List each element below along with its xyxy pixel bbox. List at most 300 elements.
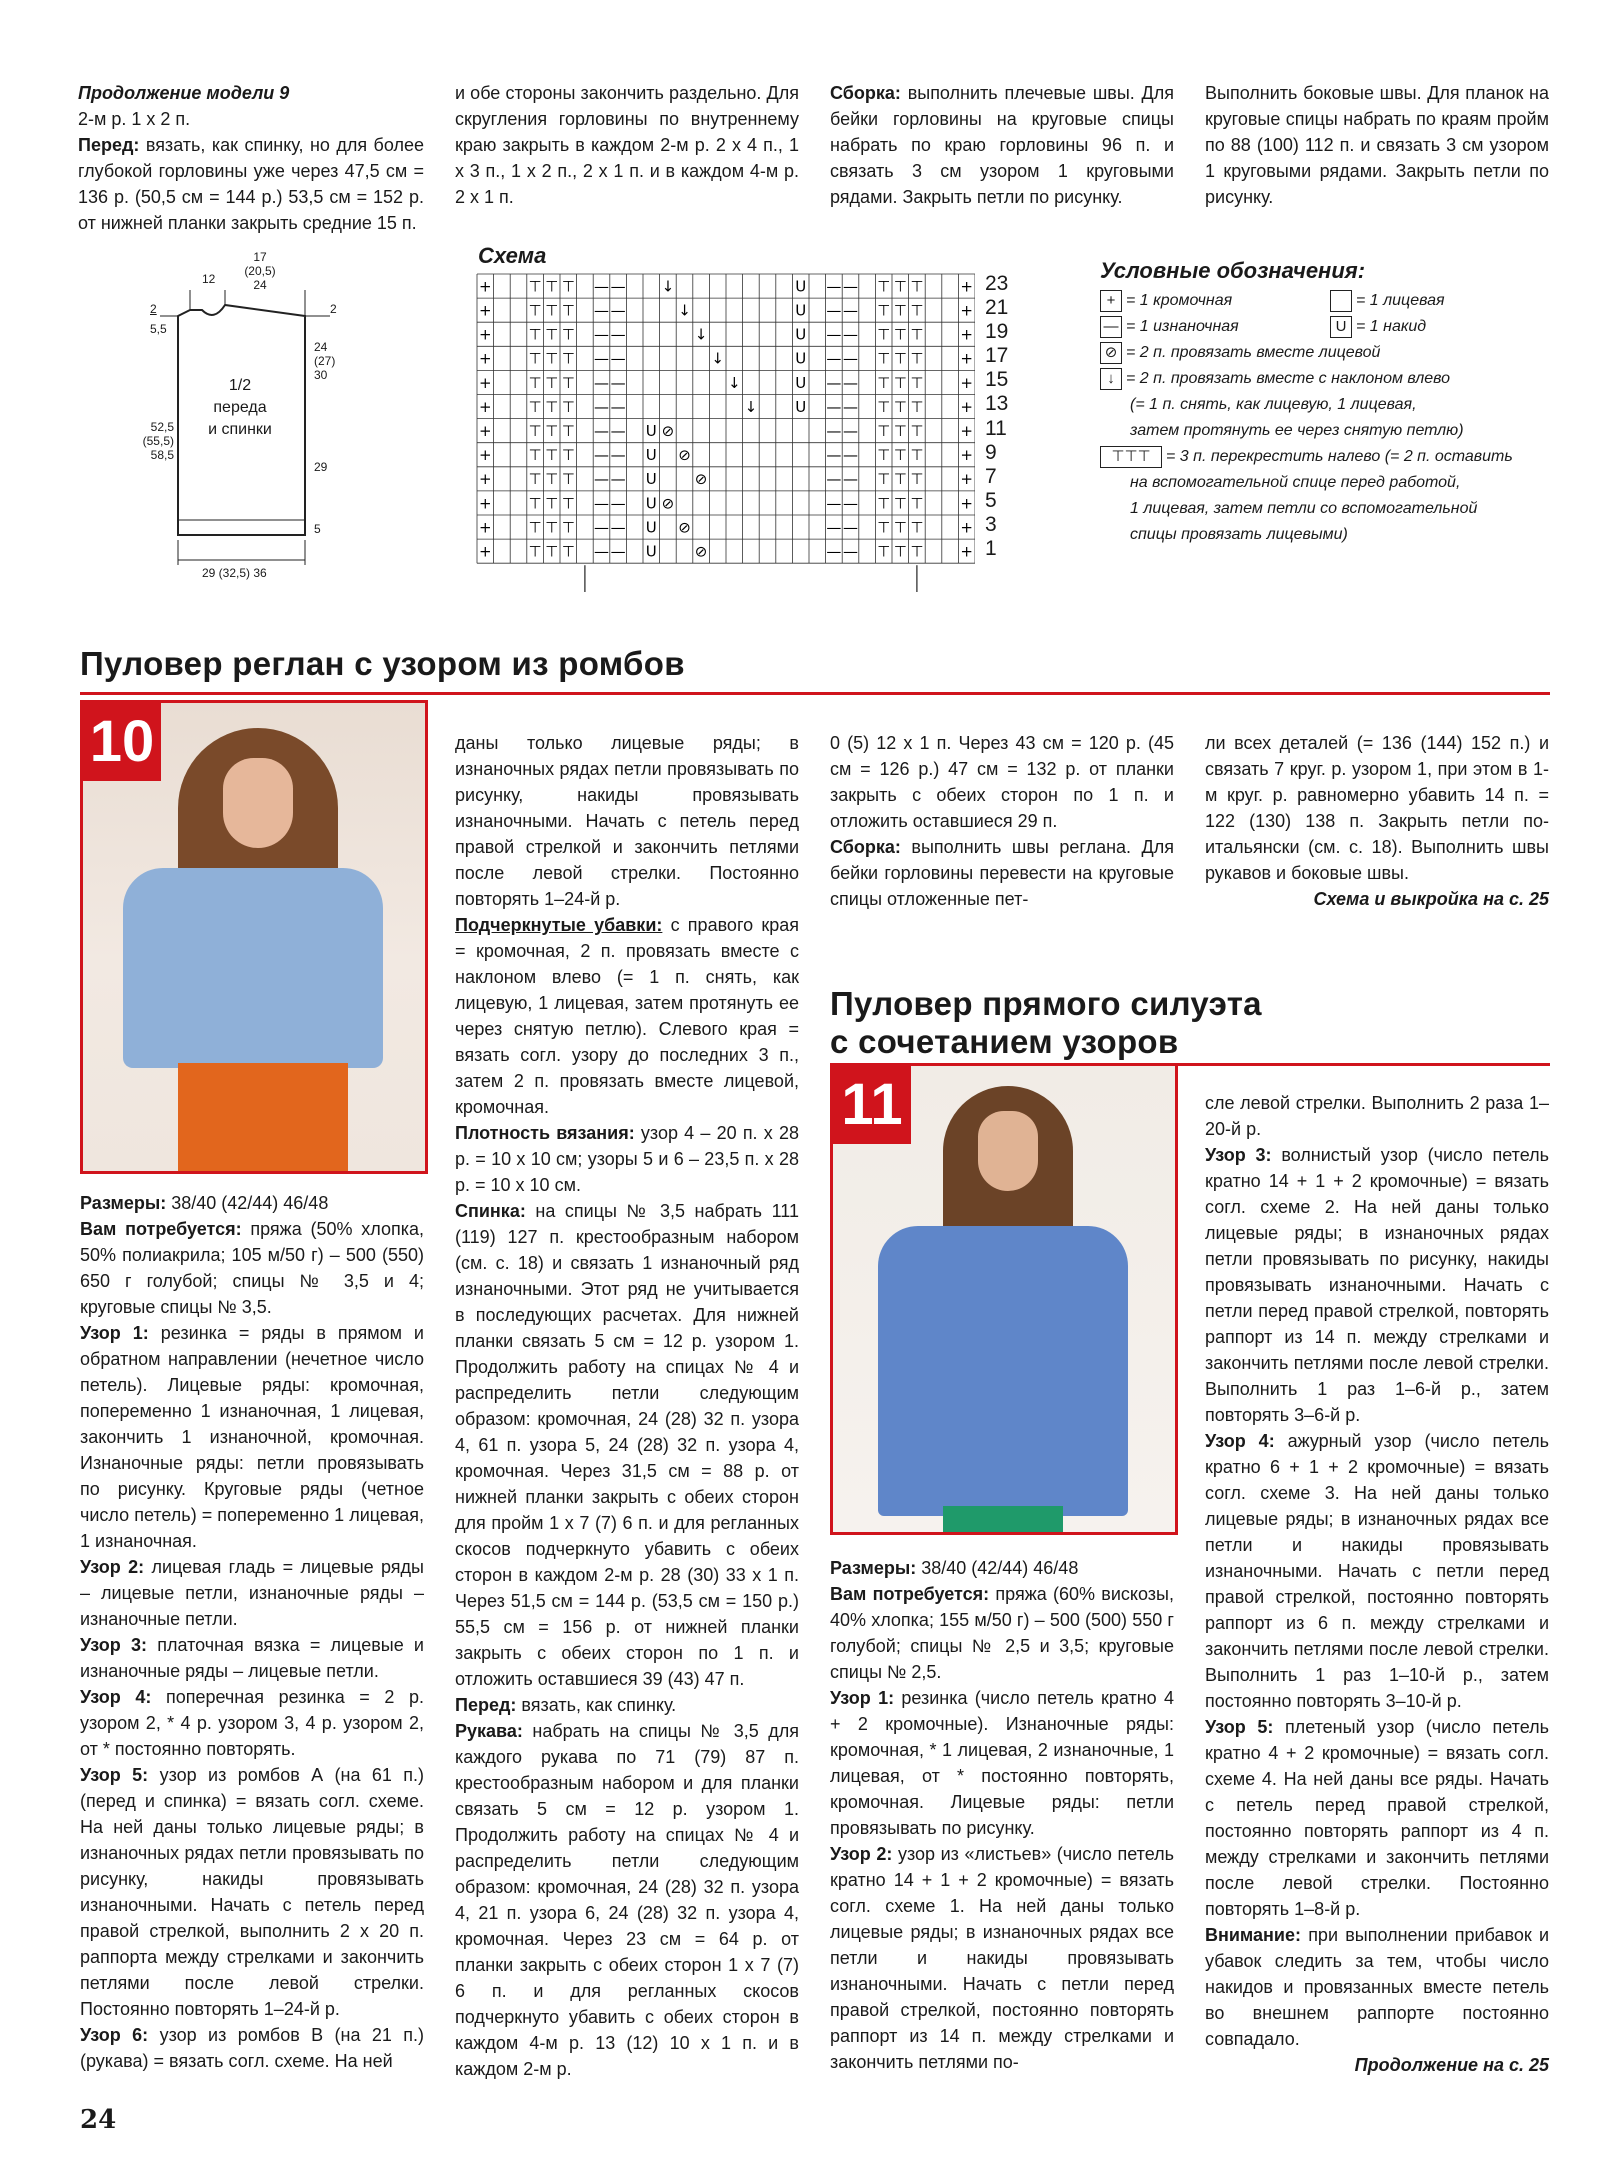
chart-symbol: ⊘ <box>678 446 691 465</box>
chart-symbol: + <box>960 518 973 537</box>
legend-cross-2: на вспомогательной спице перед работой, <box>1130 474 1461 491</box>
chart-symbol: U <box>795 325 807 344</box>
chart-symbol: ⊤ <box>528 421 542 440</box>
m10-m3-label: Спинка: <box>455 1201 526 1221</box>
m10-l6-text: узор из ромбов А (на 61 п.) (перед и спинка) = вязать согл. схеме. На ней даны только лицевые ряды; в изнаночных рядах петли провязывать по рисунку, накиды провязывать изнаночными. Начать с петель перед правой стрелкой, выполнить 2 х 20 п. раппорта между стрелками и закончить петлями после левой стрелки. Постоянно повторять 1–24-й р. <box>80 1765 424 2019</box>
chart-symbol: — <box>843 325 858 344</box>
chart-symbol: ⊤ <box>910 421 924 440</box>
chart-symbol: ⊤ <box>893 277 907 296</box>
chart-symbol: ⊤ <box>877 349 891 368</box>
knitting-chart-grid <box>475 272 975 592</box>
chart-symbol: — <box>594 325 609 344</box>
piece-label-3: и спинки <box>208 421 272 438</box>
chart-symbol: U <box>645 518 657 537</box>
m10-l1-label: Вам потребуется: <box>80 1219 242 1239</box>
chart-symbol: — <box>594 397 609 416</box>
chart-symbol: + <box>479 542 492 561</box>
k2tog-icon: ⊘ <box>1100 342 1122 364</box>
knit-stitch-icon <box>1330 290 1352 312</box>
legend-ssk: = 2 п. провязать вместе с наклоном влево <box>1126 370 1451 387</box>
legend-purl: = 1 изнаночная <box>1126 318 1239 335</box>
chart-symbol: — <box>594 301 609 320</box>
chart-symbol: — <box>610 373 626 392</box>
chart-symbol: ↓ <box>728 373 741 392</box>
m10-l2-label: Узор 1: <box>80 1323 149 1343</box>
dim-right-2: 2 <box>330 302 337 316</box>
m10-l2-text: резинка = ряды в прямом и обратном направлении (нечетное число петель). Лицевые ряды: кромочная, попеременно 1 изнаночная, 1 лицевая, закончить 1 изнаночной, кромочная. Изнаночные ряды: петли провязывать по рисунку. Круговые ряды (четное число петель) = попеременно 1 лицевая, 1 изнаночная. <box>80 1323 424 1551</box>
chart-symbol: ⊘ <box>678 518 691 537</box>
chart-symbol: + <box>479 349 492 368</box>
chart-symbol: ⊤ <box>910 397 924 416</box>
dim-top-c: 24 <box>253 278 267 292</box>
chart-symbol: — <box>826 542 842 561</box>
m10-m1-label: Подчеркнутые убавки: <box>455 915 663 935</box>
chart-symbol: — <box>826 397 842 416</box>
m10-m5-text: набрать на спицы № 3,5 для каждого рукава по 71 (79) 87 п. крестообразным набором и для планки связать 5 см = 12 р. узором 1. Продолжить работу на спицах № 4 и распределить петли следующим образом: кромочная, 24 (28) 32 п. узора 4, 21 п. узора 6, 24 (28) 32 п. узора 4, кромочная. Через 23 см = 64 р. от планки закрыть с обеих сторон 1 х 7 (7) 6 п. и для регланных скосов подчеркнуто убавить с обеих сторон в каждом 4-м р. 13 (12) 10 х 1 п. и в каждом 2-м р. <box>455 1721 799 2079</box>
m10-l6-label: Узор 5: <box>80 1765 149 1785</box>
dim-left-555: (55,5) <box>142 434 174 448</box>
chart-symbol: — <box>594 542 609 561</box>
chart-symbol: — <box>610 301 626 320</box>
chart-symbol: — <box>826 494 842 513</box>
m10-l5-text: поперечная резинка = 2 р. узором 2, * 4 р. узором 3, 4 р. узором 2, от * постоянно повторять. <box>80 1687 424 1759</box>
purl-stitch-icon: — <box>1100 316 1122 338</box>
legend-knit: = 1 лицевая <box>1356 292 1445 309</box>
model11-title-1: Пуловер прямого силуэта <box>830 985 1262 1022</box>
chart-symbol: — <box>826 446 842 465</box>
edge-stitch-icon: + <box>1100 290 1122 312</box>
chart-symbol: — <box>826 301 842 320</box>
chart-symbol: — <box>594 470 609 489</box>
page-number: 24 <box>80 2105 117 2135</box>
m10-m0-text: даны только лицевые ряды; в изнаночных рядах петли провязывать по рисунку, накиды провязывать изнаночными. Начать с петель перед правой стрелкой и закончить петлями после левой стрелки. Постоянно повторять 1–24-й р. <box>455 733 799 909</box>
chart-symbol: — <box>594 421 609 440</box>
chart-symbol: ⊤ <box>893 518 907 537</box>
model10-sweater <box>123 868 383 1068</box>
chart-symbol: ⊤ <box>545 494 559 513</box>
chart-symbol: ⊤ <box>561 446 575 465</box>
chart-symbol: — <box>610 325 626 344</box>
m11-l0-text: 38/40 (42/44) 46/48 <box>921 1558 1079 1578</box>
chart-symbol: + <box>960 397 973 416</box>
model10-number: 10 <box>83 703 161 781</box>
dim-right-29: 29 <box>314 460 328 474</box>
m11-r1-label: Узор 3: <box>1205 1145 1272 1165</box>
chart-symbol: ⊤ <box>545 325 559 344</box>
chart-symbol: — <box>610 277 626 296</box>
chart-symbol: ⊤ <box>561 349 575 368</box>
chart-symbol: ⊤ <box>877 518 891 537</box>
chart-symbol: — <box>610 421 626 440</box>
chart-symbol: ⊤ <box>877 494 891 513</box>
chart-symbol: — <box>826 349 842 368</box>
row-number: 17 <box>985 344 1009 368</box>
chart-symbol: ⊤ <box>910 301 924 320</box>
chart-symbol: — <box>826 277 842 296</box>
chart-symbol: + <box>479 446 492 465</box>
chart-symbol: — <box>610 446 626 465</box>
m10-l5-label: Узор 4: <box>80 1687 152 1707</box>
m11-l1-text: пряжа (60% вискозы, 40% хлопка; 155 м/50 г) – 500 (500) 550 г голубой; спицы № 2,5 и 3,5; круговые спицы № 2,5. <box>830 1584 1174 1682</box>
chart-symbol: ↓ <box>694 325 708 344</box>
legend-yo: = 1 накид <box>1356 318 1427 335</box>
chart-symbol: ⊤ <box>528 518 542 537</box>
legend-edge: = 1 кромочная <box>1126 292 1233 309</box>
legend <box>1100 258 1570 548</box>
dim-left-55: 5,5 <box>150 322 167 336</box>
chart-symbol: ⊤ <box>910 373 924 392</box>
m11-r2-text: ажурный узор (число петель кратно 6 + 1 + 2 кромочные) = вязать согл. схеме 3. На ней даны только лицевые ряды; в изнаночных рядах все петли и накиды провязывать изнаночными. Начать с петли перед правой стрелкой, постоянно повторять раппорт из 6 п. между стрелками и закончить петлями после левой стрелки. Выполнить 1 раз 1–10-й р., затем постоянно повторять 3–10-й р. <box>1205 1431 1549 1711</box>
model10-right2-col <box>1205 730 1549 912</box>
col4-text: Выполнить боковые швы. Для планок на круговые спицы набрать по краям пройм по 88 (100) 112 п. и связать 3 см узором 1 круговыми рядами. Закрыть петли по рисунку. <box>1205 83 1549 207</box>
top-col-1 <box>78 80 424 236</box>
model11-pants <box>943 1506 1063 1535</box>
m11-l3-label: Узор 2: <box>830 1844 893 1864</box>
chart-symbol: ⊤ <box>910 494 924 513</box>
chart-symbol: — <box>610 494 626 513</box>
chart-symbol: + <box>960 301 973 320</box>
chart-symbol: U <box>795 301 807 320</box>
dim-left-585: 58,5 <box>150 448 174 462</box>
chart-symbol: ⊤ <box>561 397 575 416</box>
m10-rr0-text: ли всех деталей (= 136 (144) 152 п.) и связать 7 круг. р. узором 1, при этом в 1-м круг. р. равномерно убавить 14 п. = 122 (130) 138 п. Закрыть петли по-итальянски (см. с. 18). Выполнить швы рукавов и боковые швы. <box>1205 733 1549 883</box>
chart-symbol: ↓ <box>678 301 691 320</box>
chart-symbol: — <box>594 349 609 368</box>
chart-symbol: — <box>843 494 858 513</box>
m10-m5-label: Рукава: <box>455 1721 523 1741</box>
chart-symbol: — <box>594 277 609 296</box>
m10-l7-text: узор из ромбов В (на 21 п.) (рукава) = вязать согл. схеме. На ней <box>80 2025 424 2071</box>
chart-symbol: ⊤ <box>545 277 559 296</box>
chart-symbol: ⊤ <box>910 277 924 296</box>
m10-l4-text: платочная вязка = лицевые и изнаночные ряды – лицевые петли. <box>80 1635 424 1681</box>
chart-symbol: + <box>479 470 492 489</box>
m10-r0-text: 0 (5) 12 х 1 п. Через 43 см = 120 р. (45 см = 126 р.) 47 см = 132 р. от планки закрыть с обеих сторон по 1 п. и отложить оставшиеся 29 п. <box>830 733 1174 831</box>
chart-symbol: ⊘ <box>694 470 708 489</box>
chart-symbol: ⊤ <box>877 470 891 489</box>
m10-l7-label: Узор 6: <box>80 2025 149 2045</box>
chart-symbol: ⊤ <box>528 397 542 416</box>
dim-right-30: 30 <box>314 368 328 382</box>
chart-symbol: ⊘ <box>661 494 675 513</box>
chart-symbol: ⊤ <box>545 349 559 368</box>
chart-symbol: + <box>960 470 973 489</box>
chart-symbol: ⊤ <box>893 494 907 513</box>
row-number: 19 <box>985 320 1009 344</box>
chart-symbol: ⊤ <box>561 325 575 344</box>
chart-symbol: ⊤ <box>561 301 575 320</box>
chart-symbol: — <box>610 397 626 416</box>
chart-symbol: ⊤ <box>528 446 542 465</box>
m10-l0-label: Размеры: <box>80 1193 167 1213</box>
chart-symbol: + <box>960 494 973 513</box>
chart-symbol: ⊤ <box>910 470 924 489</box>
chart-symbol: + <box>960 349 973 368</box>
chart-symbol: ⊤ <box>893 373 907 392</box>
m10-l1-text: пряжа (50% хлопка, 50% полиакрила; 105 м/50 г) – 500 (550) 650 г голубой; спицы № 3,5 и 4; круговые спицы № 3,5. <box>80 1219 425 1317</box>
m10-m3-text: на спицы № 3,5 набрать 111 (119) 127 п. крестообразным набором (см. с. 18) и связать 1 изнаночный ряд изнаночными. Этот ряд не учитывается в последующих расчетах. Для нижней планки связать 5 см = 12 р. узором 1. Продолжить работу на спицах № 4 и распределить петли следующим образом: кромочная, 24 (28) 32 п. узора 4, 61 п. узора 5, 24 (28) 32 п. узора 4, кромочная. Через 31,5 см = 88 р. от нижней планки закрыть с обеих сторон для пройм 1 х 7 (7) 6 п. и для регланных скосов подчеркнуто убавить с обеих сторон в каждом 2-м р. 28 (30) 33 х 1 п. Через 51,5 см = 144 р. (53,5 см = 150 р.) 55,5 см = 156 р. от нижней планки закрыть с обеих сторон по 1 п. и отложить оставшиеся 39 (43) 47 п. <box>455 1201 799 1689</box>
m10-l3-label: Узор 2: <box>80 1557 145 1577</box>
chart-symbol: ⊤ <box>910 518 924 537</box>
row-number: 23 <box>985 272 1009 295</box>
knitting-chart <box>475 272 975 592</box>
top-col-3 <box>830 80 1174 210</box>
chart-symbol: — <box>826 421 842 440</box>
yarn-over-icon: U <box>1330 316 1352 338</box>
chart-symbol: ⊤ <box>561 421 575 440</box>
m10-l0-text: 38/40 (42/44) 46/48 <box>171 1193 329 1213</box>
chart-symbol: — <box>826 325 842 344</box>
piece-label-2: переда <box>213 399 267 416</box>
cable-cross-icon: ⊤⊤⊤ <box>1100 446 1162 468</box>
front-text: вязать, как спинку, но для более глубокой горловины уже через 47,5 см = 136 р. (50,5 см = 144 р.) 53,5 см = 152 р. от нижней планки закрыть средние 15 п. <box>78 135 424 233</box>
chart-symbol: ⊤ <box>893 349 907 368</box>
model10-left-col <box>80 1190 424 2074</box>
chart-symbol: — <box>594 494 609 513</box>
m11-l2-label: Узор 1: <box>830 1688 895 1708</box>
chart-symbol: ⊤ <box>877 397 891 416</box>
m11-l2-text: резинка (число петель кратно 4 + 2 кромочные). Изнаночные ряды: кромочная, * 1 лицевая, 2 изнаночные, 1 лицевая, от * постоянно повторять, кромочная. Лицевые ряды: петли провязывать по рисунку. <box>830 1688 1174 1838</box>
dim-left-525: 52,5 <box>150 420 174 434</box>
ssk-icon: ↓ <box>1100 368 1122 390</box>
chart-symbol: ⊤ <box>545 518 559 537</box>
legend-note-2: затем протянуть ее через снятую петлю) <box>1130 422 1464 439</box>
chart-symbol: ⊤ <box>877 301 891 320</box>
chart-symbol: ↓ <box>744 397 758 416</box>
row-number: 7 <box>985 464 997 488</box>
model10-pants <box>178 1063 348 1173</box>
model10-right1-col <box>830 730 1174 912</box>
m10-r1-label: Сборка: <box>830 837 901 857</box>
dim-right-5: 5 <box>314 522 321 536</box>
chart-symbol: — <box>610 349 626 368</box>
m11-l1-label: Вам потребуется: <box>830 1584 990 1604</box>
row-number: 21 <box>985 296 1009 320</box>
model10-footer: Схема и выкройка на с. 25 <box>1313 889 1549 909</box>
m11-r4-label: Внимание: <box>1205 1925 1301 1945</box>
chart-symbol: ⊤ <box>877 277 891 296</box>
chart-symbol: ⊤ <box>528 373 542 392</box>
chart-symbol: ⊘ <box>694 542 708 561</box>
chart-symbol: U <box>795 349 807 368</box>
dim-bottom: 29 (32,5) 36 <box>202 566 267 580</box>
model10-face <box>223 758 293 848</box>
chart-symbol: ⊤ <box>545 397 559 416</box>
chart-symbol: ↓ <box>711 349 724 368</box>
m10-m4-label: Перед: <box>455 1695 517 1715</box>
row-numbers <box>985 272 1025 561</box>
model11-left-col <box>830 1555 1174 2075</box>
m11-r1-text: волнистый узор (число петель кратно 14 + 1 + 2 кромочные) = вязать согл. схеме 2. На ней даны только лицевые ряды; в изнаночных рядах петли провязывать по рисунку, накиды провязывать изнаночными. Начать с петли перед правой стрелкой, повторять раппорт из 14 п. между стрелками и закончить петлями после левой стрелки. Выполнить 1 раз 1–6-й р., затем повторять 3–6-й р. <box>1205 1145 1549 1425</box>
chart-symbol: — <box>843 446 858 465</box>
chart-symbol: ⊤ <box>893 470 907 489</box>
chart-symbol: ⊤ <box>893 397 907 416</box>
assembly-text: выполнить плечевые швы. Для бейки горловины на круговые спицы набрать по краю горловины 96 п. и связать 3 см узором 1 круговыми рядами. Закрыть петли по рисунку. <box>830 83 1174 207</box>
chart-symbol: + <box>479 421 492 440</box>
legend-title: Условные обозначения: <box>1100 258 1366 283</box>
chart-symbol: — <box>843 421 858 440</box>
chart-symbol: ⊤ <box>877 542 891 561</box>
model11-face <box>978 1111 1038 1191</box>
chart-symbol: — <box>826 470 842 489</box>
model11-number: 11 <box>833 1066 911 1144</box>
chart-symbol: + <box>479 277 492 296</box>
chart-symbol: U <box>795 277 807 296</box>
chart-symbol: ⊤ <box>545 470 559 489</box>
chart-symbol: ⊤ <box>561 542 575 561</box>
m10-l3-text: лицевая гладь = лицевые ряды – лицевые петли, изнаночные ряды – изнаночные петли. <box>80 1557 424 1629</box>
row-number: 15 <box>985 368 1009 392</box>
chart-symbol: ⊘ <box>661 421 675 440</box>
model11-footer: Продолжение на с. 25 <box>1354 2055 1549 2075</box>
chart-symbol: + <box>479 397 492 416</box>
chart-symbol: ⊤ <box>528 277 542 296</box>
chart-symbol: ⊤ <box>893 421 907 440</box>
model11-sweater <box>878 1226 1128 1516</box>
chart-symbol: — <box>594 518 609 537</box>
chart-symbol: — <box>826 518 842 537</box>
m11-l0-label: Размеры: <box>830 1558 917 1578</box>
model11-title-2: с сочетанием узоров <box>830 1023 1179 1060</box>
chart-symbol: ⊤ <box>528 470 542 489</box>
chart-symbol: U <box>645 494 657 513</box>
row-number: 5 <box>985 488 997 512</box>
chart-symbol: — <box>843 373 858 392</box>
chart-symbol: + <box>479 518 492 537</box>
legend-cross-4: спицы провязать лицевыми) <box>1130 526 1348 543</box>
chart-symbol: + <box>960 421 973 440</box>
chart-symbol: ⊤ <box>545 542 559 561</box>
chart-symbol: ⊤ <box>893 301 907 320</box>
chart-symbol: + <box>479 301 492 320</box>
legend-cross-3: 1 лицевая, затем петли со вспомогательной <box>1130 500 1478 517</box>
m10-m2-label: Плотность вязания: <box>455 1123 635 1143</box>
chart-symbol: — <box>610 542 626 561</box>
top-col-4 <box>1205 80 1549 210</box>
chart-symbol: U <box>795 373 807 392</box>
chart-symbol: ⊤ <box>877 325 891 344</box>
chart-symbol: ⊤ <box>893 325 907 344</box>
chart-symbol: ⊤ <box>893 542 907 561</box>
chart-symbol: + <box>960 542 973 561</box>
continuation-line: 2-м р. 1 х 2 п. <box>78 109 191 129</box>
chart-symbol: ⊤ <box>528 494 542 513</box>
chart-symbol: — <box>610 518 626 537</box>
model11-title <box>830 985 1262 1061</box>
continuation-heading: Продолжение модели 9 <box>78 83 290 103</box>
schema-title: Схема <box>478 243 547 268</box>
chart-symbol: ⊤ <box>877 421 891 440</box>
row-number: 1 <box>985 537 997 561</box>
m10-l4-label: Узор 3: <box>80 1635 147 1655</box>
garment-pattern-diagram <box>130 250 370 590</box>
front-label: Перед: <box>78 135 140 155</box>
model11-right-col <box>1205 1090 1549 2078</box>
chart-symbol: U <box>795 397 807 416</box>
chart-symbol: + <box>479 373 492 392</box>
row-number: 9 <box>985 440 997 464</box>
chart-symbol: + <box>960 446 973 465</box>
row-number: 11 <box>985 416 1007 440</box>
chart-symbol: — <box>843 277 858 296</box>
dim-top-a: 17 <box>253 250 267 264</box>
dim-left-top: 12 <box>202 272 216 286</box>
chart-symbol: U <box>645 446 657 465</box>
chart-symbol: — <box>843 301 858 320</box>
chart-symbol: U <box>645 470 657 489</box>
m10-m4-text: вязать, как спинку. <box>521 1695 677 1715</box>
chart-symbol: ⊤ <box>910 325 924 344</box>
chart-symbol: — <box>843 542 858 561</box>
model10-photo <box>80 700 428 1174</box>
chart-symbol: ⊤ <box>561 494 575 513</box>
chart-symbol: ↓ <box>661 277 675 296</box>
m10-m1-text: с правого края = кромочная, 2 п. провязать вместе с наклоном влево (= 1 п. снять, как лицевую, 1 лицевая, затем протянуть ее через снятую петлю). Слевого края = вязать согл. узору до последних 3 п., затем 2 п. провязать вместе лицевой, кромочная. <box>455 915 799 1117</box>
model11-photo <box>830 1063 1178 1535</box>
model10-title: Пуловер реглан с узором из ромбов <box>80 645 685 682</box>
chart-symbol: ⊤ <box>561 277 575 296</box>
piece-label-1: 1/2 <box>228 377 252 394</box>
model10-mid-col <box>455 730 799 2082</box>
chart-symbol: ⊤ <box>528 325 542 344</box>
row-number: 3 <box>985 512 997 536</box>
m10-m2-text: узор 4 – 20 п. х 28 р. = 10 х 10 см; узоры 5 и 6 – 23,5 п. х 28 р. = 10 х 10 см. <box>455 1123 799 1195</box>
chart-symbol: ⊤ <box>877 446 891 465</box>
model10-rule <box>80 692 1550 695</box>
chart-symbol: ⊤ <box>561 470 575 489</box>
chart-symbol: ⊤ <box>910 349 924 368</box>
chart-symbol: ⊤ <box>528 301 542 320</box>
chart-symbol: — <box>843 518 858 537</box>
chart-symbol: ⊤ <box>910 446 924 465</box>
chart-symbol: + <box>960 373 973 392</box>
m11-l3-text: узор из «листьев» (число петель кратно 14 + 1 + 2 кромочные) = вязать согл. схеме 1. На ней даны только лицевые ряды; в изнаночных рядах все петли и накиды провязывать изнаночными. Начать с петли перед правой стрелкой, постоянно повторять раппорт из 14 п. между стрелками и закончить петлями по- <box>830 1844 1175 2072</box>
m11-r3-label: Узор 5: <box>1205 1717 1274 1737</box>
top-col-2 <box>455 80 799 210</box>
legend-note-1: (= 1 п. снять, как лицевую, 1 лицевая, <box>1130 396 1417 413</box>
chart-symbol: — <box>610 470 626 489</box>
legend-cross: = 3 п. перекрестить налево (= 2 п. оставить <box>1166 448 1513 465</box>
chart-symbol: + <box>960 325 973 344</box>
chart-symbol: ⊤ <box>877 373 891 392</box>
m11-r4-text: при выполнении прибавок и убавок следить за тем, чтобы число накидов и провязанных вместе петель во внешнем раппорте постоянно совпадало. <box>1205 1925 1549 2049</box>
chart-symbol: ⊤ <box>528 542 542 561</box>
dim-right-24: 24 <box>314 340 328 354</box>
m11-r2-label: Узор 4: <box>1205 1431 1275 1451</box>
chart-symbol: ⊤ <box>545 301 559 320</box>
chart-symbol: ⊤ <box>910 542 924 561</box>
chart-symbol: ⊤ <box>545 446 559 465</box>
chart-symbol: ⊤ <box>528 349 542 368</box>
m11-r3-text: плетеный узор (число петель кратно 4 + 2 кромочные) = вязать согл. схеме 4. На ней даны все ряды. Начать с петель перед правой стрелкой, постоянно повторять раппорт из 4 п. между стрелками и закончить петлями после левой стрелки. Постоянно повторять 1–8-й р. <box>1205 1717 1549 1919</box>
row-number: 13 <box>985 392 1009 416</box>
chart-symbol: — <box>843 397 858 416</box>
chart-symbol: — <box>843 349 858 368</box>
chart-symbol: + <box>960 277 973 296</box>
chart-symbol: ⊤ <box>893 446 907 465</box>
chart-symbol: U <box>645 421 657 440</box>
chart-symbol: — <box>843 470 858 489</box>
chart-symbol: ⊤ <box>545 421 559 440</box>
dim-right-27: (27) <box>314 354 336 368</box>
dim-left-2: 2 <box>150 302 157 316</box>
col2-text: и обе стороны закончить раздельно. Для скругления горловины по внутреннему краю закрыть в каждом 2-м р. 2 х 4 п., 1 х 3 п., 1 х 2 п., 2 х 1 п. и в каждом 4-м р. 2 х 1 п. <box>455 83 799 207</box>
chart-symbol: U <box>645 542 657 561</box>
legend-k2tog: = 2 п. провязать вместе лицевой <box>1126 344 1381 361</box>
chart-symbol: — <box>826 373 842 392</box>
chart-symbol: ⊤ <box>561 518 575 537</box>
m10-r1-text: выполнить швы реглана. Для бейки горловины перевести на круговые спицы отложенные пет- <box>830 837 1174 909</box>
